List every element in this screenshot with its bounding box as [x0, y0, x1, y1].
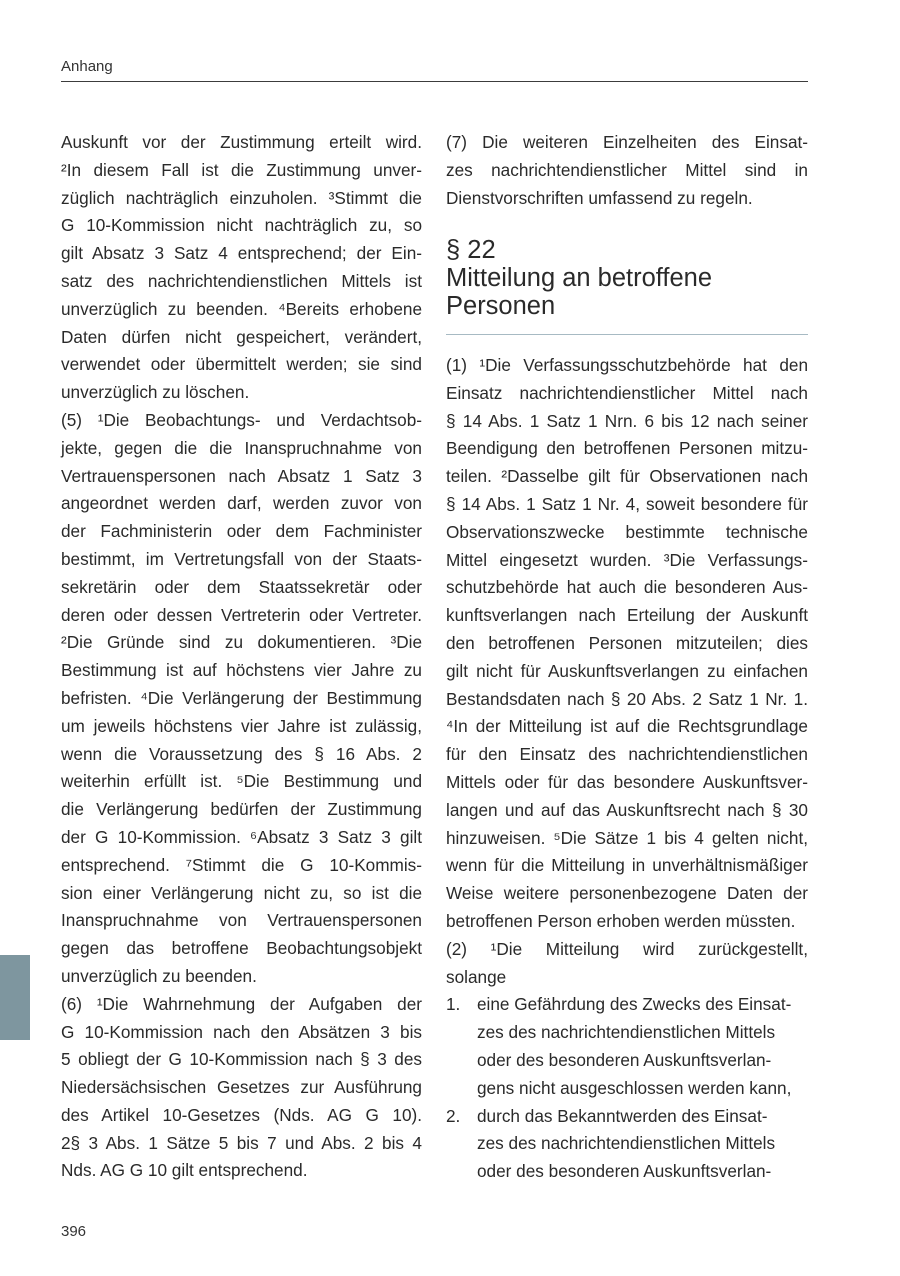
- text-line: eine Gefährdung des Zwecks des Einsat-: [477, 994, 792, 1015]
- text-line: zes des nachrichtendienstlichen Mittels: [477, 1133, 776, 1154]
- text-line: gens nicht ausgeschlossen werden kann,: [477, 1077, 792, 1098]
- section-title-line: Personen: [446, 292, 556, 320]
- text-line: unverzüglich zu beenden.: [61, 965, 257, 986]
- section-number: § 22: [446, 236, 496, 264]
- paragraph-2: [446, 936, 808, 1186]
- text-line: betroffenen Person erhoben werden müssten.: [446, 910, 796, 931]
- list-marker: 2.: [446, 1105, 461, 1126]
- text-line: angeordnet werden darf, werden zuvor von: [61, 493, 422, 514]
- text-line: satz des nachrichtendienstlichen Mittels ist: [61, 270, 422, 291]
- text-line: zes des nachrichtendienstlichen Mittels: [477, 1022, 776, 1043]
- section-heading: [446, 236, 808, 320]
- text-line: der G 10-Kommission. ⁶Absatz 3 Satz 3 gilt: [61, 826, 422, 847]
- text-line: deren oder dessen Vertreterin oder Vertreter.: [61, 604, 422, 625]
- chapter-tab: [0, 955, 30, 1040]
- text-line: durch das Bekanntwerden des Einsat-: [477, 1105, 768, 1126]
- text-line: Bestimmung ist auf höchstens vier Jahre zu: [61, 660, 422, 681]
- text-line: jekte, gegen die die Inanspruchnahme von: [61, 437, 422, 458]
- text-line: § 14 Abs. 1 Satz 1 Nr. 4, soweit besondere für: [446, 493, 808, 514]
- text-line: gilt nicht für Auskunftsverlangen zu einfachen: [446, 660, 808, 681]
- text-line: (7) Die weiteren Einzelheiten des Einsat-: [446, 132, 808, 152]
- text-line: Mittel eingesetzt wurden. ³Die Verfassungs-: [446, 549, 808, 570]
- text-line: Inanspruchnahme von Vertrauenspersonen: [61, 910, 422, 931]
- running-header: Anhang: [61, 58, 113, 75]
- text-line: Niedersächsischen Gesetzes zur Ausführung: [61, 1077, 422, 1098]
- text-line: verwendet oder übermittelt werden; sie sind: [61, 354, 422, 375]
- text-line: oder des besonderen Auskunftsverlan-: [477, 1161, 772, 1182]
- text-line: gegen das betroffene Beobachtungsobjekt: [61, 938, 422, 959]
- text-line: unverzüglich zu beenden. ⁴Bereits erhobene: [61, 298, 422, 319]
- list-marker: 1.: [446, 994, 461, 1015]
- heading-rule: [446, 334, 808, 335]
- text-line: wenn für die Mitteilung in unverhältnismäßiger: [446, 855, 808, 876]
- right-column: [446, 352, 808, 1186]
- text-line: die Verlängerung bedürfen der Zustimmung: [61, 799, 422, 820]
- text-line: Beendigung den betroffenen Personen mitzu-: [446, 438, 808, 459]
- text-line: ²In diesem Fall ist die Zustimmung unver-: [61, 159, 422, 180]
- text-line: § 14 Abs. 1 Satz 1 Nrn. 6 bis 12 nach seiner: [446, 410, 808, 431]
- section-title-line: Mitteilung an betroffene: [446, 264, 713, 292]
- paragraph-6: [61, 991, 422, 1186]
- list-item: [446, 1103, 808, 1186]
- text-line: langen und auf das Auskunftsrecht nach § 30: [446, 799, 808, 820]
- text-line: ²Die Gründe sind zu dokumentieren. ³Die: [61, 632, 422, 653]
- text-line: sion einer Verlängerung nicht zu, so ist die: [61, 882, 422, 903]
- text-line: wenn die Voraussetzung des § 16 Abs. 2: [61, 743, 422, 764]
- text-line: Nds. AG G 10 gilt entsprechend.: [61, 1160, 308, 1181]
- text-line: (5) ¹Die Beobachtungs- und Verdachtsob-: [61, 409, 422, 430]
- text-line: um jeweils höchstens vier Jahre ist zulässig,: [61, 715, 422, 736]
- text-line: gilt Absatz 3 Satz 4 entsprechend; der Ein-: [61, 243, 422, 264]
- text-line: (1) ¹Die Verfassungsschutzbehörde hat den: [446, 355, 808, 375]
- text-line: Einsatz nachrichtendienstlicher Mittel nach: [446, 382, 808, 403]
- text-line: teilen. ²Dasselbe gilt für Observationen nach: [446, 466, 808, 487]
- text-line: weiterhin erfüllt ist. ⁵Die Bestimmung und: [61, 771, 422, 792]
- text-line: G 10-Kommission nach den Absätzen 3 bis: [61, 1021, 422, 1042]
- header-rule: [61, 81, 808, 82]
- text-line: kunftsverlangen nach Erteilung der Auskunft: [446, 605, 808, 626]
- paragraph-1: [446, 352, 808, 936]
- text-line: 5 obliegt der G 10-Kommission nach § 3 des: [61, 1049, 422, 1070]
- list-item: [446, 991, 808, 1102]
- text-line: bestimmt, im Vertretungsfall von der Staats-: [61, 548, 422, 569]
- text-line: der Fachministerin oder dem Fachminister: [61, 521, 422, 542]
- text-line: (6) ¹Die Wahrnehmung der Aufgaben der: [61, 993, 422, 1014]
- text-line: für den Einsatz des nachrichtendienstlichen: [446, 744, 808, 765]
- text-line: solange: [446, 966, 507, 987]
- left-column: [61, 129, 422, 1185]
- paragraph-continuation: [61, 129, 422, 407]
- text-line: Auskunft vor der Zustimmung erteilt wird.: [61, 132, 422, 152]
- text-line: G 10-Kommission nicht nachträglich zu, so: [61, 215, 422, 236]
- text-line: oder des besonderen Auskunftsverlan-: [477, 1049, 772, 1070]
- text-line: züglich nachträglich einzuholen. ³Stimmt die: [61, 187, 422, 208]
- text-line: hinzuweisen. ⁵Die Sätze 1 bis 4 gelten nicht,: [446, 827, 808, 848]
- text-line: des Artikel 10-Gesetzes (Nds. AG G 10).: [61, 1104, 422, 1125]
- text-line: Vertrauenspersonen nach Absatz 1 Satz 3: [61, 465, 422, 486]
- text-line: unverzüglich zu löschen.: [61, 382, 250, 403]
- text-line: Mittels oder für das besondere Auskunftsver-: [446, 771, 808, 792]
- paragraph-5: [61, 407, 422, 991]
- text-line: befristen. ⁴Die Verlängerung der Bestimmung: [61, 687, 422, 708]
- text-line: zes nachrichtendienstlicher Mittel sind in: [446, 159, 808, 180]
- page-number: 396: [61, 1223, 87, 1240]
- text-line: Bestandsdaten nach § 20 Abs. 2 Satz 1 Nr. 1.: [446, 688, 808, 709]
- text-line: ⁴In der Mitteilung ist auf die Rechtsgrundlage: [446, 716, 808, 737]
- text-line: entsprechend. ⁷Stimmt die G 10-Kommis-: [61, 854, 422, 875]
- text-line: den betroffenen Personen mitzuteilen; dies: [446, 632, 808, 653]
- text-line: Daten dürfen nicht gespeichert, verändert,: [61, 326, 422, 347]
- text-line: Observationszwecke bestimmte technische: [446, 521, 808, 542]
- paragraph-7: [446, 129, 808, 212]
- text-line: Weise weitere personenbezogene Daten der: [446, 883, 808, 904]
- text-line: (2) ¹Die Mitteilung wird zurückgestellt,: [446, 938, 808, 959]
- text-line: Dienstvorschriften umfassend zu regeln.: [446, 187, 753, 208]
- text-line: sekretärin oder dem Staatssekretär oder: [61, 576, 422, 597]
- text-line: 2§ 3 Abs. 1 Sätze 5 bis 7 und Abs. 2 bis 4: [61, 1132, 422, 1153]
- text-line: schutzbehörde hat auch die besonderen Aus-: [446, 577, 808, 598]
